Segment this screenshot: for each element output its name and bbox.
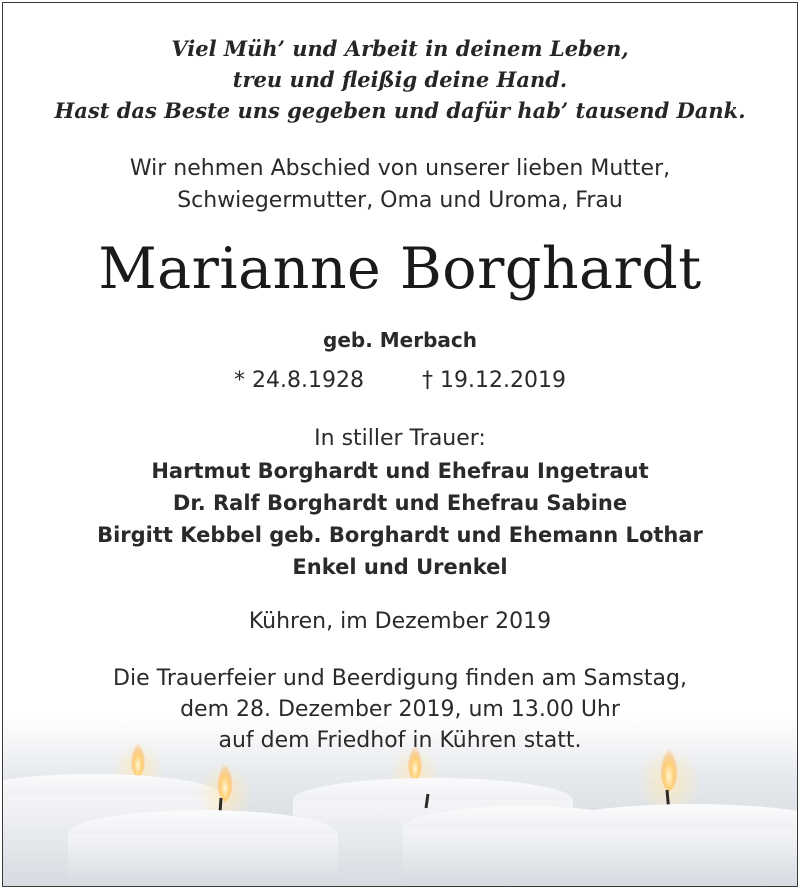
birth-date: * 24.8.1928 [234, 368, 364, 393]
mourner-name: Dr. Ralf Borghardt und Ehefrau Sabine [172, 491, 628, 515]
service-line: Die Trauerfeier und Beerdigung finden am Samstag, [113, 666, 687, 691]
poem-line: Hast das Beste uns gegeben und dafür hab’ tausend Dank. [54, 98, 746, 123]
mourner-name: Birgitt Kebbel geb. Borghardt und Ehemann Lothar [97, 523, 703, 547]
life-dates [3, 366, 797, 396]
poem-line: treu und fleißig deine Hand. [232, 67, 568, 92]
service-line: auf dem Friedhof in Kühren statt. [218, 728, 582, 753]
place-and-date: Kühren, im Dezember 2019 [248, 609, 552, 634]
intro-line: Wir nehmen Abschied von unserer lieben Mutter, [129, 156, 671, 181]
mourners-block [3, 423, 797, 583]
deceased-name: Marianne Borghardt [98, 236, 702, 302]
intro-line: Schwiegermutter, Oma und Uroma, Frau [177, 188, 623, 213]
maiden-name: geb. Merbach [323, 328, 477, 352]
mourner-name: Hartmut Borghardt und Ehefrau Ingetraut [151, 459, 649, 483]
service-line: dem 28. Dezember 2019, um 13.00 Uhr [180, 697, 620, 722]
poem-line: Viel Müh’ und Arbeit in deinem Leben, [171, 36, 629, 61]
death-date: † 19.12.2019 [422, 368, 566, 393]
obituary-notice [2, 2, 798, 887]
farewell-intro [3, 153, 797, 217]
memorial-poem [3, 33, 797, 126]
mourners-heading: In stiller Trauer: [314, 426, 486, 451]
mourner-name: Enkel und Urenkel [292, 555, 508, 579]
funeral-service-info [3, 663, 797, 756]
